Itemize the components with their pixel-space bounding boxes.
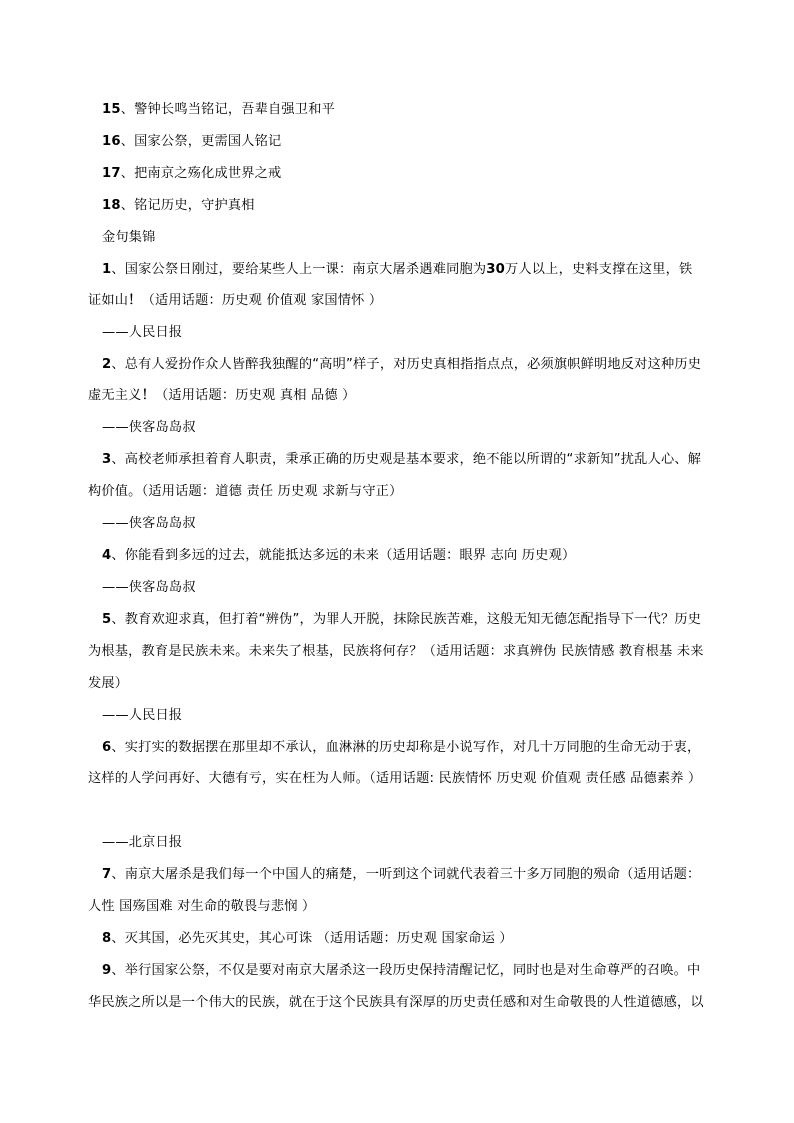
headline-17: 17、把南京之殇化成世界之戒: [102, 166, 282, 181]
quote-6-line-2: 这样的人学问再好、大德有亏，实在枉为人师。（适用话题: 民族情怀 历史观 价值观 责任感 品德素养 ）: [88, 771, 702, 786]
quote-9-line-2: 华民族之所以是一个伟大的民族，就在于这个民族具有深厚的历史责任感和对生命敬畏的人性道德感，以: [88, 995, 704, 1010]
quote-1-source: ——人民日报: [102, 325, 183, 340]
section-title: 金句集锦: [102, 230, 156, 245]
quote-5-line-1: 5、教育欢迎求真，但打着“辨伪”，为罪人开脱，抹除民族苦难，这般无知无德怎配指导下一代？历史: [102, 612, 702, 627]
quote-3-line-1: 3、高校老师承担着育人职责，秉承正确的历史观是基本要求，绝不能以所谓的“求新知”扰乱人心、解: [102, 452, 702, 467]
quote-2-line-1: 2、总有人爱扮作众人皆醉我独醒的“高明”样子，对历史真相指指点点，必须旗帜鲜明地反对这种历史: [102, 357, 702, 372]
quote-4-line-1: 4、你能看到多远的过去，就能抵达多远的未来（适用话题：眼界 志向 历史观）: [102, 548, 576, 563]
quote-5-line-2: 为根基，教育是民族未来。未来失了根基，民族将何存？（适用话题：求真辨伪 民族情感 教育根基 未来: [88, 644, 704, 659]
headline-16: 16、国家公祭，更需国人铭记: [102, 134, 282, 149]
quote-3-line-2: 构价值。（适用话题：道德 责任 历史观 求新与守正）: [88, 484, 403, 499]
headline-18: 18、铭记历史，守护真相: [102, 198, 255, 213]
quote-1-line-1: 1、国家公祭日刚过，要给某些人上一课：南京大屠杀遇难同胞为30万人以上，史料支撑在这里，铁: [102, 262, 693, 277]
quote-3-source: ——侠客岛岛叔: [102, 516, 196, 531]
quote-7-line-2: 人性 国殇国难 对生命的敬畏与悲悯 ）: [88, 899, 316, 914]
quote-2-source: ——侠客岛岛叔: [102, 420, 196, 435]
quote-8-line-1: 8、灭其国，必先灭其史，其心可诛 （适用话题：历史观 国家命运 ）: [102, 931, 513, 946]
quote-4-source: ——侠客岛岛叔: [102, 580, 196, 595]
quote-7-line-1: 7、南京大屠杀是我们每一个中国人的痛楚，一听到这个词就代表着三十多万同胞的殒命（适用话题：: [102, 867, 701, 882]
quote-9-line-1: 9、举行国家公祭，不仅是要对南京大屠杀这一段历史保持清醒记忆，同时也是对生命尊严的召唤。中: [102, 963, 701, 978]
quote-6-line-1: 6、实打实的数据摆在那里却不承认，血淋淋的历史却称是小说写作，对几十万同胞的生命无动于衷，: [102, 740, 701, 755]
quote-5-line-3: 发展）: [88, 676, 129, 691]
quote-6-source: ——北京日报: [102, 835, 183, 850]
quote-1-line-2: 证如山！（适用话题：历史观 价值观 家国情怀 ）: [88, 293, 383, 308]
quote-2-line-2: 虚无主义！（适用话题：历史观 真相 品德 ）: [88, 388, 356, 403]
quote-5-source: ——人民日报: [102, 708, 183, 723]
headline-15: 15、警钟长鸣当铭记，吾辈自强卫和平: [102, 102, 335, 117]
